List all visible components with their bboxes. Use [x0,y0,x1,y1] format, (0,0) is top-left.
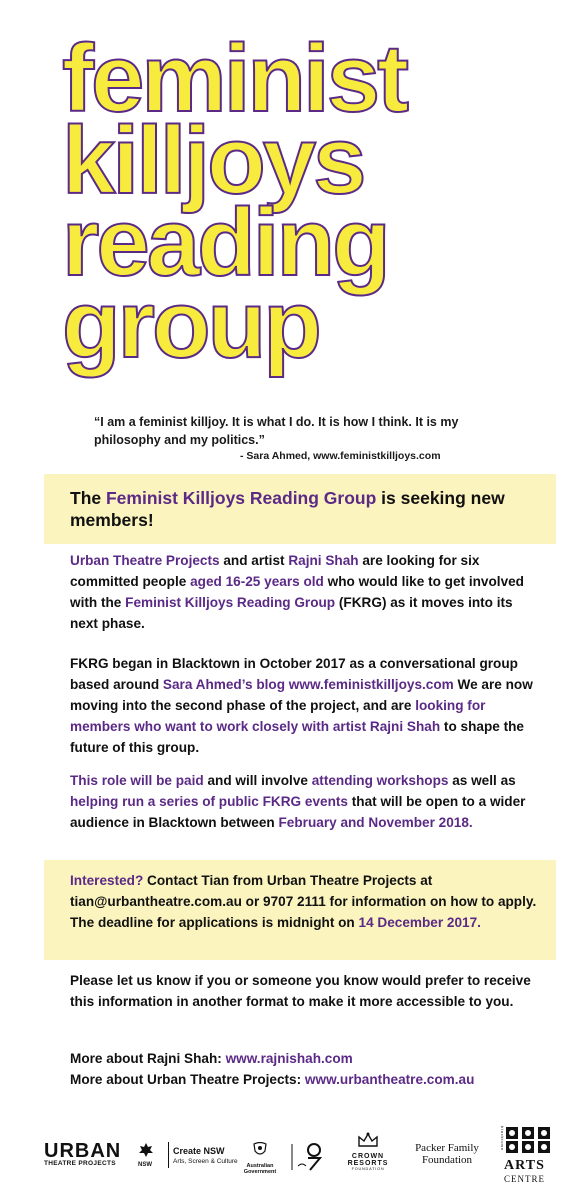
p4-a: Interested? [70,873,144,888]
p2-a: FKRG began in Blacktown in October 2017 as a conversational group based around [70,656,518,692]
rajni-link[interactable]: www.rajnishah.com [225,1051,353,1066]
p1-h: (FKRG) as it moves into its next phase. [70,595,513,631]
paragraph-role [70,770,538,833]
paragraph-contact [70,870,538,933]
p1-f: who would like to get involved with the [70,574,524,610]
link-line-utp [70,1069,538,1090]
p3-f: that will be open to a wider audience in Blacktown between [70,794,526,830]
arts-centre-grid-icon [504,1126,552,1154]
paragraph-intro [70,550,538,634]
p3-b: and will involve [203,773,312,788]
quote-attribution: - Sara Ahmed, www.feministkilljoys.com [240,450,441,462]
p2-b: Sara Ahmed’s blog www.feministkilljoys.com [162,677,454,692]
headline-post: is seeking new members! [70,488,505,530]
arts-word: ARTS [504,1158,545,1173]
headline-highlight: Feminist Killjoys Reading Group [105,488,377,508]
australian-crest-icon [251,1142,269,1158]
poster-title [62,25,407,378]
nsw-waratah-icon [138,1142,154,1158]
urban-theatre-logo [44,1142,121,1167]
centre-word: CENTRE [504,1174,545,1184]
p1-a: Urban Theatre Projects [70,553,220,568]
headline [70,487,540,531]
p3-e: helping run a series of public FKRG events [70,794,348,809]
australian-government-logo [234,1142,286,1175]
australia-council-icon [290,1140,338,1174]
paragraph-links [70,1048,538,1090]
crown-resorts-logo [344,1132,392,1180]
packer-line-2: Foundation [421,1154,473,1166]
crown-icon [357,1132,379,1148]
p1-d: are looking for six committed people [70,553,480,589]
urban-logo-word: URBAN [44,1140,122,1162]
p4-c: 14 December 2017. [358,915,481,930]
p1-b: and artist [219,553,289,568]
resorts-word: RESORTS [347,1160,389,1167]
paragraph-history [70,653,538,758]
headline-pre: The [70,488,106,508]
p2-c: We are now moving into the second phase of the project, and are [70,677,533,713]
title-line-1: feminist [62,25,407,132]
packer-line-1: Packer Family [415,1142,479,1154]
link-line-rajni [70,1048,538,1069]
title-line-3: reading [62,189,388,296]
p3-a: This role will be paid [70,773,204,788]
urban-logo-sub: THEATRE PROJECTS [44,1160,116,1167]
title-line-2: killjoys [62,107,364,214]
utp-label: More about Urban Theatre Projects: [70,1072,305,1087]
nsw-line-1: Create NSW [173,1146,225,1156]
aus-gov-text: Australian Government [243,1163,277,1175]
p1-e: aged 16-25 years old [190,574,324,589]
p3-g: February and November 2018. [278,815,473,830]
p1-g: Feminist Killjoys Reading Group [125,595,336,610]
crown-word: CROWN [351,1153,385,1160]
rajni-label: More about Rajni Shah: [70,1051,226,1066]
p1-c: Rajni Shah [288,553,359,568]
foundation-word: FOUNDATION [351,1167,385,1171]
nsw-line-2: Arts, Screen & Culture [173,1158,238,1165]
p3-c: attending workshops [311,773,449,788]
sponsor-logos [44,1120,556,1192]
p3-d: as well as [448,773,516,788]
utp-link[interactable]: www.urbantheatre.com.au [304,1072,475,1087]
blacktown-arts-centre-logo [496,1124,556,1188]
nsw-divider [168,1142,169,1168]
p4-b: Contact Tian from Urban Theatre Projects at tian@urbantheatre.com.au or 9707 2111 for information on how to apply. The deadline for applications is midnight on [70,873,537,930]
australia-council-logo [290,1140,338,1174]
arts-vertical-text: blacktown [500,1126,505,1151]
title-line-4: group [62,271,319,378]
paragraph-accessibility: Please let us know if you or someone you know would prefer to receive this information in another format to make it more accessible to you. [70,973,531,1009]
quote-text: “I am a feminist killjoy. It is what I do. It is how I think. It is my philosophy and my politics.” [94,415,459,447]
p2-d: looking for members who want to work closely with artist Rajni Shah [70,698,486,734]
nsw-name: NSW [138,1162,152,1168]
packer-family-foundation-logo [404,1142,490,1166]
p2-e: to shape the future of this group. [70,719,524,755]
